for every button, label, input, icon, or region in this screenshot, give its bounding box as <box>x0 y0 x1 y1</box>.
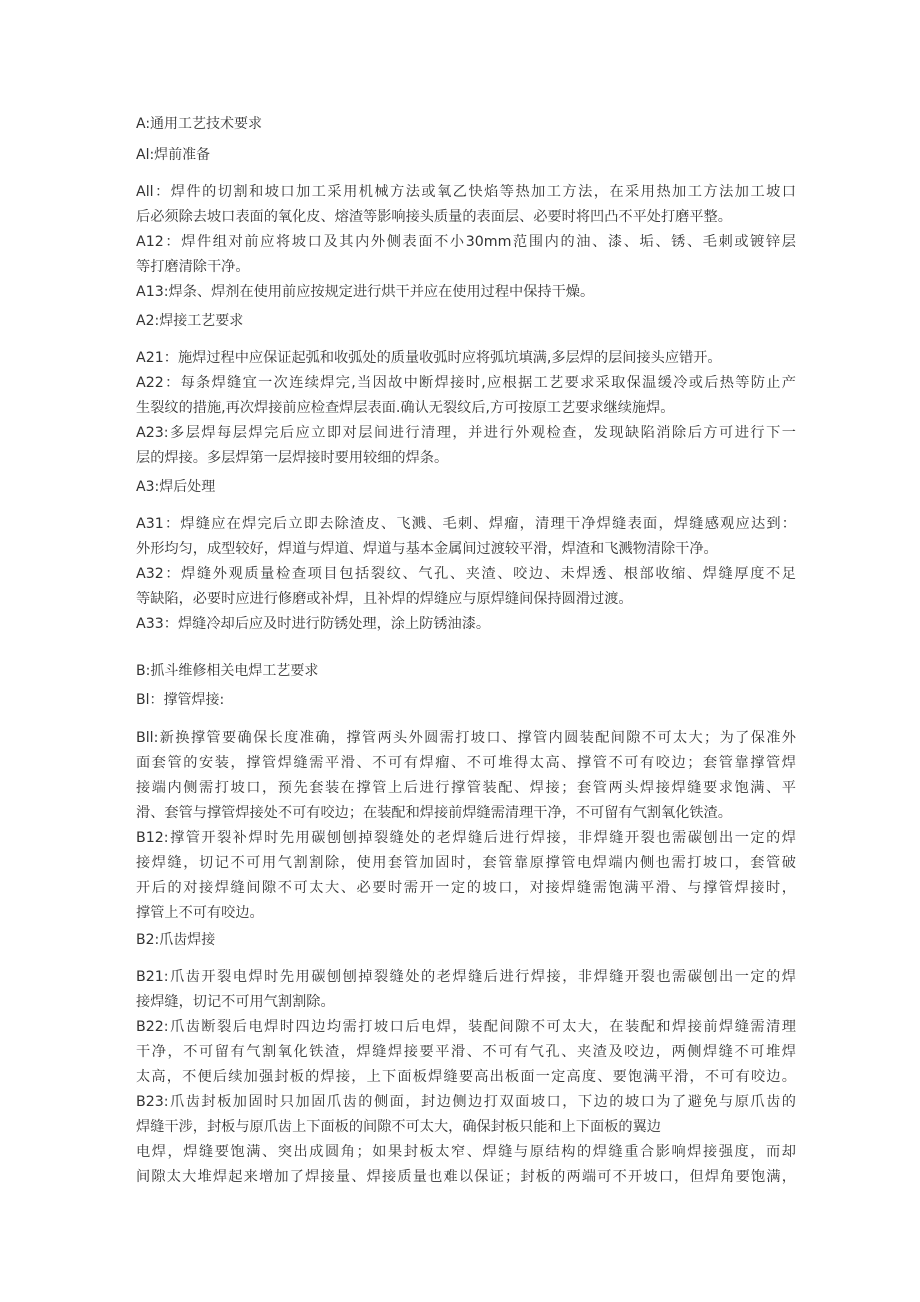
paragraph-line: 等缺陷，必要时应进行修磨或补焊，且补焊的焊缝应与原焊缝间保持圆滑过渡。 <box>136 591 633 607</box>
paragraph-line: 层的焊接。多层焊第一层焊接时要用较细的焊条。 <box>136 450 449 466</box>
paragraph-line: A32：焊缝外观质量检查项目包括裂纹、气孔、夹渣、咬边、未焊透、根部收缩、焊缝厚度不足 <box>136 566 796 582</box>
heading-a1: Al:焊前准备 <box>136 147 211 163</box>
paragraph-line: 接焊缝，切记不可用气割割除，使用套管加固时，套管靠原撑管电焊端内侧也需打坡口，套管破 <box>136 855 796 871</box>
heading-a3: A3:焊后处理 <box>136 479 216 495</box>
paragraph-line: All：焊件的切割和坡口加工采用机械方法或氧乙快焰等热加工方法，在采用热加工方法加工坡口 <box>136 184 796 200</box>
paragraph-line: 干净，不可留有气割氧化铁渣，焊缝焊接要平滑、不可有气孔、夹渣及咬边，两侧焊缝不可堆焊 <box>136 1044 796 1060</box>
paragraph-line: 开后的对接焊缝间隙不可太大、必要时需开一定的坡口，对接焊缝需饱满平滑、与撑管焊接时， <box>136 880 796 896</box>
paragraph-line: 等打磨清除干净。 <box>136 259 250 275</box>
paragraph-line: Bll:新换撑管要确保长度准确，撑管两头外圆需打坡口、撑管内圆装配间隙不可太大；为了保准外 <box>136 730 796 746</box>
paragraph-line: 接端内侧需打坡口，预先套装在撑管上后进行撑管装配、焊接；套管两头焊接焊缝要求饱满、平 <box>136 780 796 796</box>
paragraph-line: 太高，不便后续加强封板的焊接，上下面板焊缝要高出板面一定高度、要饱满平滑，不可有咬边。 <box>136 1069 796 1085</box>
paragraph-line: 滑、套管与撑管焊接处不可有咬边；在装配和焊接前焊缝需清理干净，不可留有气割氧化铁渣。 <box>136 805 732 821</box>
paragraph-line: A33：焊缝冷却后应及时进行防锈处理，涂上防锈油漆。 <box>136 616 491 632</box>
paragraph-line: 撑管上不可有咬边。 <box>136 905 264 921</box>
paragraph-line: B12:撑管开裂补焊时先用碳刨刨掉裂缝处的老焊缝后进行焊接，非焊缝开裂也需碳刨出一定的焊 <box>136 830 796 846</box>
paragraph-line: A13:焊条、焊剂在使用前应按规定进行烘干并应在使用过程中保持干燥。 <box>136 284 595 300</box>
paragraph-line: A31：焊缝应在焊完后立即去除渣皮、飞溅、毛刺、焊瘤，清理干净焊缝表面，焊缝感观应达到： <box>136 516 796 532</box>
paragraph-line: A21：施焊过程中应保证起弧和收弧处的质量收弧时应将弧坑填满,多层焊的层间接头应错开。 <box>136 350 722 366</box>
paragraph-line: 间隙太大堆焊起来增加了焊接量、焊接质量也难以保证；封板的两端可不开坡口，但焊角要饱满， <box>136 1169 796 1185</box>
paragraph-line: B23:爪齿封板加固时只加固爪齿的侧面，封边侧边打双面坡口，下边的坡口为了避免与原爪齿的 <box>136 1094 796 1110</box>
paragraph-line: 电焊，焊缝要饱满、突出成圆角；如果封板太窄、焊缝与原结构的焊缝重合影响焊接强度，而却 <box>136 1144 796 1160</box>
paragraph-line: 外形均匀，成型较好，焊道与焊道、焊道与基本金属间过渡较平滑，焊渣和飞溅物清除干净。 <box>136 541 718 557</box>
paragraph-line: 面套管的安装，撑管焊缝需平滑、不可有焊瘤、不可堆得太高、撑管不可有咬边；套管靠撑管焊 <box>136 755 796 771</box>
paragraph-line: A23:多层焊每层焊完后应立即对层间进行清理，并进行外观检查，发现缺陷消除后方可进行下一 <box>136 425 796 441</box>
paragraph-line: 焊缝干涉，封板与原爪齿上下面板的间隙不可太大，确保封板只能和上下面板的翼边 <box>136 1119 661 1135</box>
heading-b1: Bl：撑管焊接: <box>136 692 225 708</box>
paragraph-line: 接焊缝，切记不可用气割割除。 <box>136 994 335 1010</box>
paragraph-line: B21:爪齿开裂电焊时先用碳刨刨掉裂缝处的老焊缝后进行焊接，非焊缝开裂也需碳刨出一定的焊 <box>136 969 796 985</box>
heading-b: B:抓斗维修相关电焊工艺要求 <box>136 663 319 679</box>
heading-a: A:通用工艺技术要求 <box>136 116 263 132</box>
paragraph-line: 生裂纹的措施,再次焊接前应检查焊层表面.确认无裂纹后,方可按原工艺要求继续施焊。 <box>136 400 675 416</box>
paragraph-line: B22:爪齿断裂后电焊时四边均需打坡口后电焊，装配间隙不可太大，在装配和焊接前焊缝需清理 <box>136 1019 796 1035</box>
heading-b2: B2:爪齿焊接 <box>136 932 216 948</box>
paragraph-line: A22：每条焊缝宜一次连续焊完,当因故中断焊接时,应根据工艺要求采取保温缓冷或后热等防止产 <box>136 375 796 391</box>
paragraph-line: A12：焊件组对前应将坡口及其内外侧表面不小30mm范围内的油、漆、垢、锈、毛刺或镀锌层 <box>136 234 796 250</box>
paragraph-line: 后必须除去坡口表面的氧化皮、熔渣等影响接头质量的表面层、必要时将凹凸不平处打磨平整。 <box>136 209 732 225</box>
heading-a2: A2:焊接工艺要求 <box>136 313 244 329</box>
